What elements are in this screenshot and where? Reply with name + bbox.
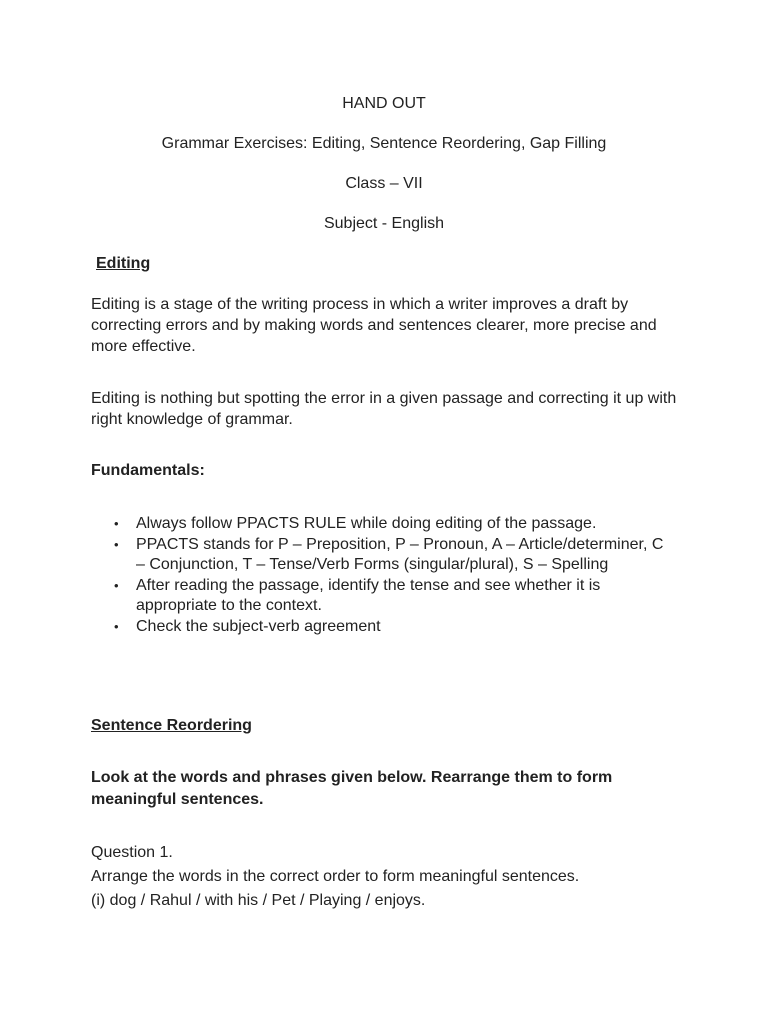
list-item	[91, 617, 671, 638]
question-block	[91, 841, 711, 913]
question-text: Arrange the words in the correct order to form meaningful sentences.	[91, 868, 580, 885]
sentence-reordering-heading: Sentence Reordering	[91, 717, 252, 734]
list-item-text: After reading the passage, identify the tense and see whether it is appropriate to the context.	[136, 576, 601, 614]
fundamentals-heading: Fundamentals:	[91, 462, 205, 479]
list-item	[91, 535, 671, 576]
reordering-instruction: Look at the words and phrases given below. Rearrange them to form meaningful sentences.	[91, 769, 613, 808]
bullet-icon: •	[114, 577, 119, 593]
bullet-icon: •	[114, 536, 119, 552]
question-item: (i) dog / Rahul / with his / Pet / Playing / enjoys.	[91, 892, 426, 909]
list-item-text: Always follow PPACTS RULE while doing editing of the passage.	[136, 515, 597, 532]
editing-explanation-paragraph: Editing is nothing but spotting the error in a given passage and correcting it up with right knowledge of grammar.	[91, 390, 677, 428]
bullet-icon: •	[114, 516, 119, 531]
subject-line: Subject - English	[323, 215, 445, 232]
bullet-icon: •	[114, 618, 119, 634]
question-label: Question 1.	[91, 844, 173, 861]
editing-heading: Editing	[96, 255, 151, 272]
class-line: Class – VII	[345, 175, 423, 192]
list-item	[91, 576, 671, 617]
document-subtitle: Grammar Exercises: Editing, Sentence Reordering, Gap Filling	[161, 135, 607, 152]
list-item-text: PPACTS stands for P – Preposition, P – Pronoun, A – Article/determiner, C – Conjunction, T – Tense/Verb Forms (singular/plural), S – Spelling	[136, 535, 664, 573]
document-title: HAND OUT	[342, 95, 426, 112]
list-item-text: Check the subject-verb agreement	[136, 617, 381, 635]
editing-definition-paragraph: Editing is a stage of the writing process in which a writer improves a draft by correcting errors and by making words and sentences clearer, more precise and more effective.	[91, 296, 657, 355]
fundamentals-list	[91, 514, 671, 637]
list-item	[91, 514, 671, 535]
